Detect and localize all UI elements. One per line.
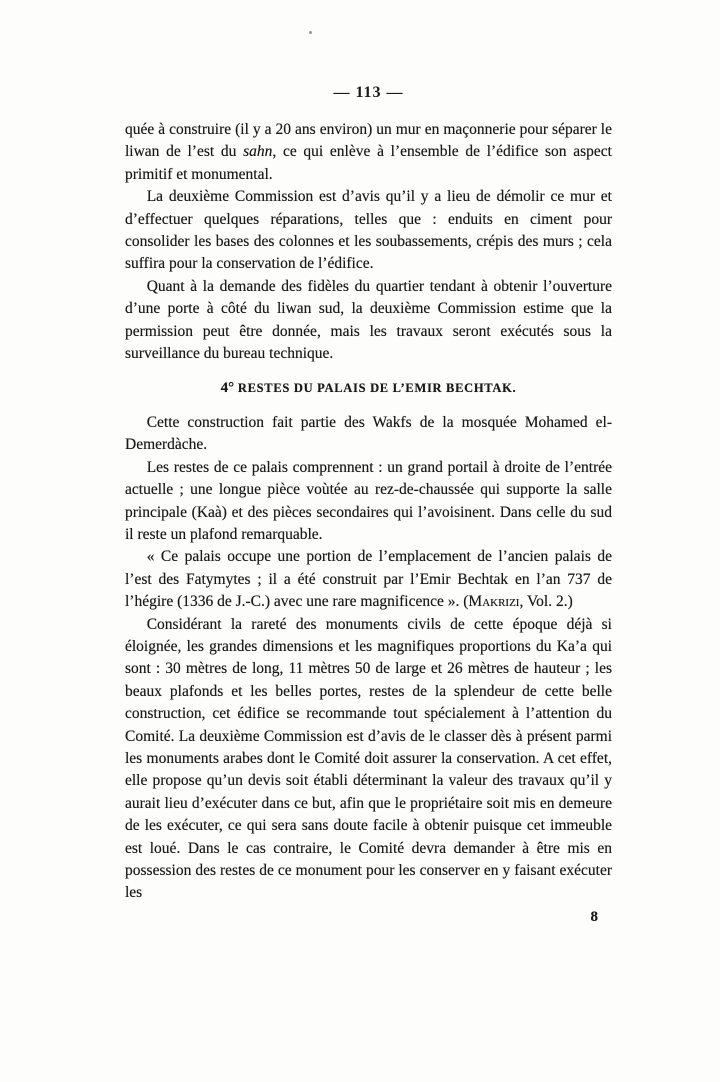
text-segment: RESTES DU PALAIS DE L’EMIR BECHTAK.: [237, 381, 517, 396]
signature-mark: 8: [590, 908, 598, 925]
scan-speck: [309, 31, 312, 34]
paragraph: [125, 119, 612, 186]
text-segment: Quant à la demande des fidèles du quartier tendant à obtenir l’ouverture d’une porte à côté du liwan sud, la deuxième Commission estime que la permission peut être donnée, mais les travaux seront exécutés sous la surveillance du bureau technique.: [125, 277, 612, 363]
paragraph: [125, 614, 612, 905]
paragraph: [125, 412, 612, 457]
paragraph: [125, 186, 612, 276]
text-segment: La deuxième Commission est d’avis qu’il y a lieu de démolir ce mur et d’effectuer quelques réparations, telles que : enduits en ciment pour consolider les bases des colonnes et les soubassements, crépis des murs ; cela suffira pour la conservation de l’édifice.: [125, 188, 612, 273]
text-segment: , Vol. 2.): [519, 593, 573, 611]
text-segment: Makrizi: [468, 593, 520, 611]
paragraph: [125, 546, 612, 613]
text-segment: quée à construire (il y a 20 ans environ) un mur en maçonnerie pour séparer le liwan de l’est du: [125, 121, 612, 161]
text-segment: sahn: [243, 143, 273, 161]
text-segment: « Ce palais occupe une portion de l’emplacement de l’ancien palais de l’est des Fatymytes ; il a été construit par l’Emir Bechtak en l’an 737 de l’hégire (1336 de J.-C.) avec une rare magnificence ». (: [125, 548, 612, 611]
text-segment: , ce qui enlève à l’ensemble de l’édifice son aspect primitif et monumental.: [125, 143, 612, 183]
page-number-header: — 113 —: [333, 84, 404, 101]
text-segment: Les restes de ce palais comprennent : un grand portail à droite de l’entrée actuelle ; une longue pièce voùtée au rez-de-chaussée qui supporte la salle principale (Kaà) et des pièces secondaires qui l’avoisinent. Dans celle du sud il reste un plafond remarquable.: [125, 458, 612, 543]
text-segment: Cette construction fait partie des Wakfs de la mosquée Mohamed el-Demerdàche.: [125, 413, 612, 454]
text-block: [125, 119, 612, 928]
paragraph: [125, 457, 612, 547]
section-heading: [125, 377, 612, 399]
text-segment: 4°: [220, 380, 238, 397]
paragraph: [125, 276, 612, 366]
text-segment: Considérant la rareté des monuments civils de cette époque déjà si éloignée, les grandes dimensions et les magnifiques proportions du Ka’a qui sont : 30 mètres de long, 11 mètres 50 de large et 26 mètres de hauteur ; les beaux plafonds et les belles portes, restes de la splendeur de cette belle construction, cet édifice se recommande tout spécialement à l’attention du Comité. La deuxième Commission est d’avis de le classer dès à présent parmi les monuments arabes dont le Comité doit assurer la conservation. A cet effet, elle propose qu’un devis soit établi déterminant la valeur des travaux qu’il y aurait lieu d’exécuter dans ce but, afin que le propriétaire soit mis en demeure de les exécuter, ce qui sera sans doute facile à obtenir puisque cet immeuble est loué. Dans le cas contraire, le Comité devra demander à être mis en possession des restes de ce monument pour les conserver en y faisant exécuter les: [125, 615, 612, 902]
